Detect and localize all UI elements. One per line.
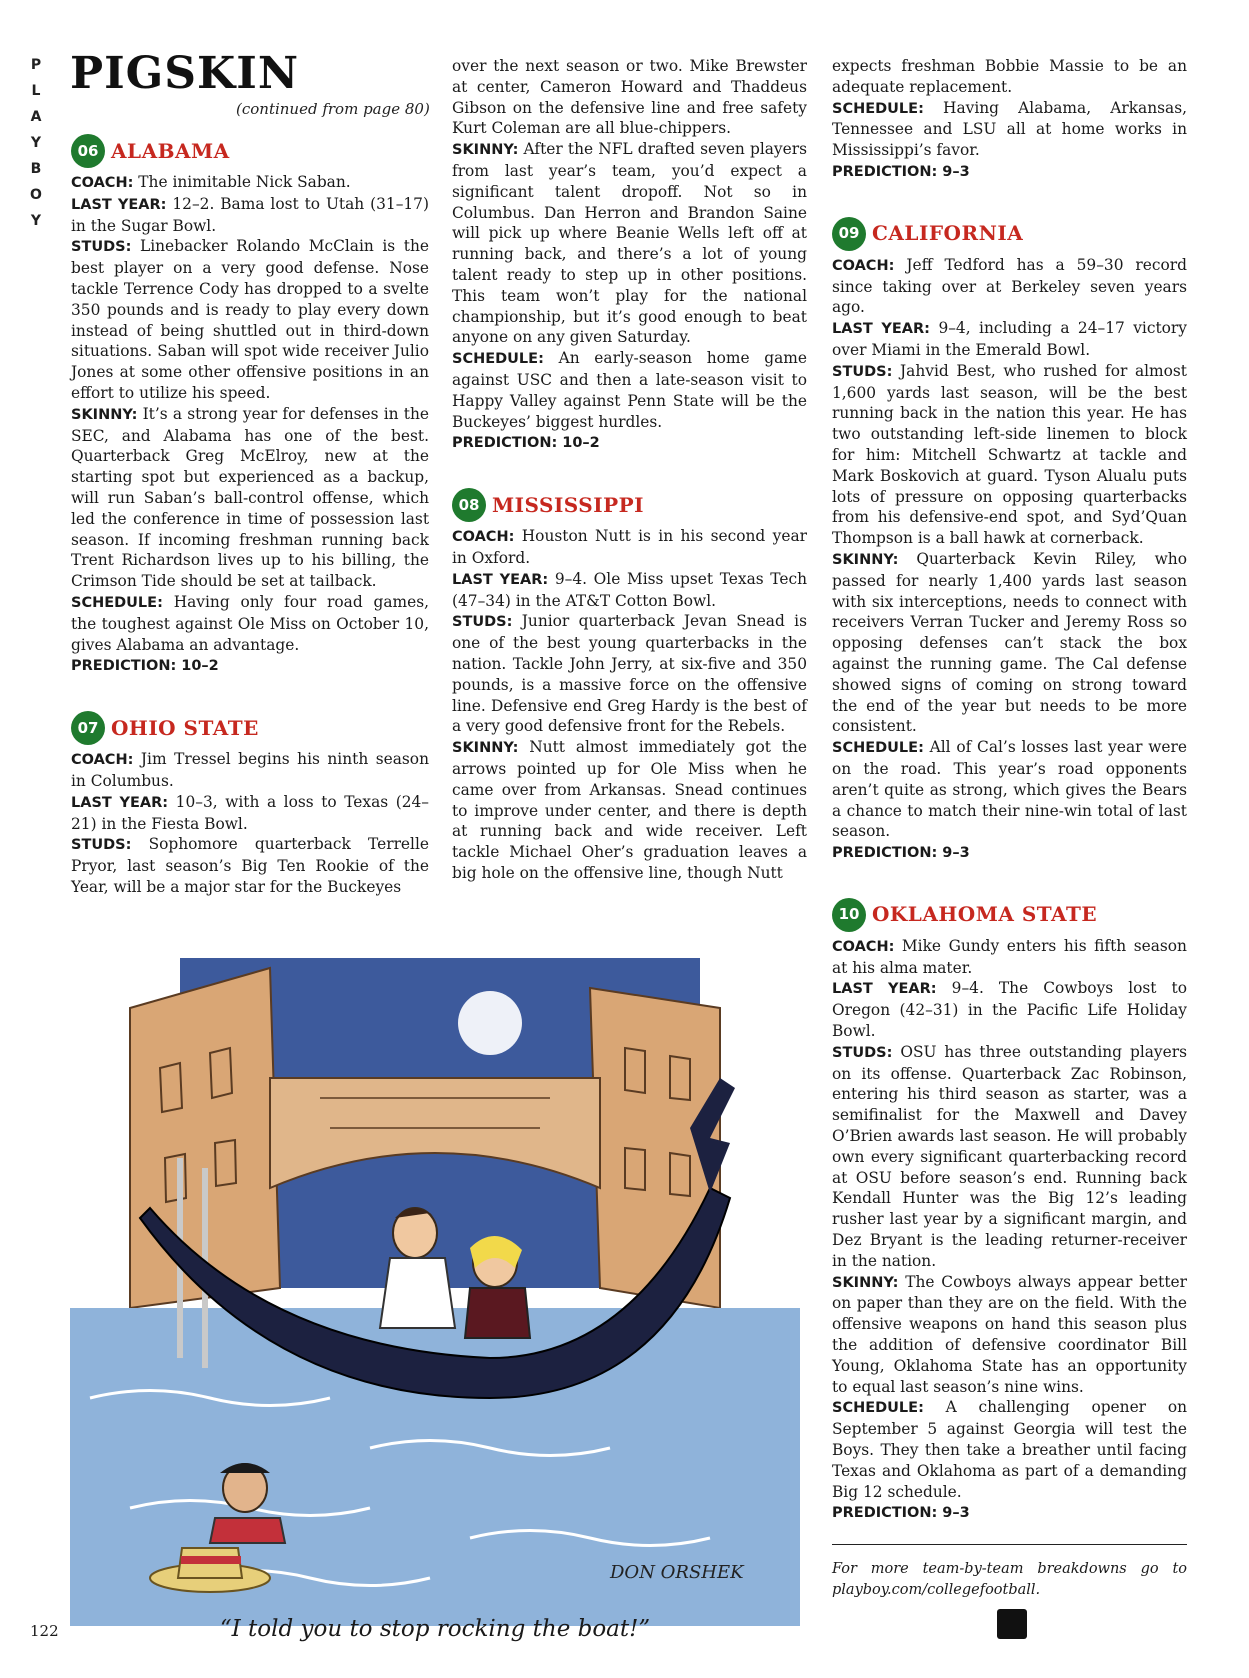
studs-entry: STUDS: Sophomore quarterback Terrelle Pryor, last season’s Big Ten Rookie of the Year, will be a major star for the Buckeyes [71, 835, 429, 896]
skinny-entry: SKINNY: Quarterback Kevin Riley, who passed for nearly 1,400 yards last season with six interceptions, needs to connect with receivers Verran Tucker and Jeremy Ross so opposing defenses can’t stack the box against the running game. The Cal defense showed signs of coming on strong toward the end of the year but needs to be more consistent. [832, 549, 1187, 736]
skinny-entry: SKINNY: The Cowboys always appear better on paper than they are on the field. With the offensive weapons on hand this season plus the addition of defensive coordinator Bill Young, Oklahoma State has an opportunity to equal last season’s nine wins. [832, 1272, 1187, 1396]
magazine-brand-vertical: P L A Y B O Y [30, 57, 42, 229]
team-header-mississippi [452, 488, 807, 522]
studs-entry: STUDS: Jahvid Best, who rushed for almost 1,600 yards last season, will be the best running back in the nation this year. He has two outstanding left-side linemen to block for him: Mitchell Schwartz at tackle and Mark Boskovich at guard. Tyson Alualu puts lots of pressure on opposing quarterbacks from his defensive-end spot, and Syd’Quan Thompson is a ball hawk at cornerback. [832, 361, 1187, 548]
prediction-entry: PREDICTION: 9–3 [832, 163, 970, 180]
swimmer-shirt [210, 1518, 285, 1543]
studs-continued: over the next season or two. Mike Brewster at center, Cameron Howard and Thaddeus Gibson on the defensive line and free safety Kurt Coleman are all blue-chippers. [452, 57, 807, 138]
rank-badge: 09 [832, 217, 866, 251]
team-header-ohio-state [71, 711, 429, 745]
schedule-entry: SCHEDULE: Having Alabama, Arkansas, Tennessee and LSU all at home works in Mississippi’s favor. [832, 98, 1187, 160]
team-name: MISSISSIPPI [492, 492, 645, 517]
schedule-entry: SCHEDULE: All of Cal’s losses last year were on the road. This year’s road opponents aren’t quite as strong, which gives the Bears a chance to match their nine-win total of last season. [832, 738, 1187, 841]
schedule-entry: SCHEDULE: An early-season home game against USC and then a late-season visit to Happy Valley against Penn State will be the Buckeyes’ biggest hurdles. [452, 349, 807, 431]
skinny-continued: expects freshman Bobbie Massie to be an adequate replacement. [832, 57, 1187, 96]
continued-note: (continued from page 80) [236, 100, 430, 118]
page-number: 122 [30, 1622, 59, 1640]
playboy-bunny-logo-icon [997, 1609, 1027, 1639]
coach-entry: COACH: Jeff Tedford has a 59–30 record since taking over at Berkeley seven years ago. [832, 255, 1187, 317]
last-year-entry: LAST YEAR: 9–4. Ole Miss upset Texas Tech (47–34) in the AT&T Cotton Bowl. [452, 569, 807, 610]
man-body [380, 1258, 455, 1328]
footer-note: For more team-by-team breakdowns go to playboy.com/collegefootball. [832, 1561, 1187, 1599]
team-name: OHIO STATE [111, 715, 259, 740]
rank-badge: 08 [452, 488, 486, 522]
team-name: OKLAHOMA STATE [872, 902, 1098, 927]
artist-signature: DON ORSHEK [610, 1562, 744, 1583]
rank-badge: 07 [71, 711, 105, 745]
schedule-entry: SCHEDULE: Having only four road games, the toughest against Ole Miss on October 10, gives Alabama an advantage. [71, 592, 429, 654]
prediction-entry: PREDICTION: 10–2 [71, 658, 219, 675]
skinny-entry: SKINNY: After the NFL drafted seven players from last year’s team, you’d expect a significant talent dropoff. Not so in Columbus. Dan Herron and Brandon Saine will pick up where Beanie Wells left off at running back, and there’s a lot of young talent ready to step up in other positions. This team won’t play for the national championship, but it’s good enough to beat anyone on any given Saturday. [452, 140, 807, 347]
prediction-entry: PREDICTION: 10–2 [452, 435, 600, 452]
last-year-entry: LAST YEAR: 9–4, including a 24–17 victory over Miami in the Emerald Bowl. [832, 319, 1187, 359]
team-header-california [832, 217, 1187, 251]
team-header-alabama [71, 134, 429, 168]
cartoon-caption: “I told you to stop rocking the boat!” [219, 1616, 651, 1642]
prediction-entry: PREDICTION: 9–3 [832, 845, 970, 862]
coach-entry: COACH: Mike Gundy enters his fifth season at his alma mater. [832, 936, 1187, 977]
studs-entry: STUDS: OSU has three outstanding players on its offense. Quarterback Zac Robinson, entering his third season as starter, was a semifinalist for the Maxwell and Davey O’Brien awards last season. He will probably own every significant quarterbacking record at OSU before season’s end. Running back Kendall Hunter was the Big 12’s leading rusher last year by a significant margin, and Dez Bryant is the leading returner-receiver in the nation. [832, 1042, 1187, 1270]
schedule-entry: SCHEDULE: A challenging opener on September 5 against Georgia will test the Boys. They then take a breather until facing Texas and Oklahoma as part of a demanding Big 12 schedule. [832, 1398, 1187, 1501]
studs-entry: STUDS: Junior quarterback Jevan Snead is one of the best young quarterbacks in the nation. Tackle John Jerry, at six-five and 350 pounds, is a massive force on the offensive line. Defensive end Greg Hardy is the best of a very good defensive front for the Rebels. [452, 612, 807, 736]
divider [832, 1544, 1187, 1545]
studs-entry: STUDS: Linebacker Rolando McClain is the best player on a very good defense. Nose tackle Terrence Cody has dropped to a svelte 350 pounds and is ready to play every down instead of being shuttled out in third-down situations. Saban will spot wide receiver Julio Jones at some other offensive positions in an effort to utilize his speed. [71, 237, 429, 402]
rank-badge: 06 [71, 134, 105, 168]
rank-badge: 10 [832, 898, 866, 932]
gondola-cartoon [70, 928, 800, 1626]
column-3 [832, 56, 1187, 1601]
coach-entry: COACH: Jim Tressel begins his ninth season in Columbus. [71, 750, 429, 790]
team-name: CALIFORNIA [872, 221, 1024, 246]
coach-entry: COACH: The inimitable Nick Saban. [71, 173, 351, 191]
skinny-entry: SKINNY: It’s a strong year for defenses in the SEC, and Alabama has one of the best. Quarterback Greg McElroy, new at the starting spot but experienced as a backup, will run Saban’s ball-control offense, which led the conference in time of possession last season. If incoming freshman running back Trent Richardson lives up to his billing, the Crimson Tide should be set at tailback. [71, 404, 429, 591]
skinny-entry: SKINNY: Nutt almost immediately got the arrows pointed up for Ole Miss when he came over from Arkansas. Snead continues to improve under center, and there is depth at running back and wide receiver. Left tackle Michael Oher’s graduation leaves a big hole on the offensive line, though Nutt [452, 738, 807, 882]
woman-body [465, 1288, 530, 1338]
team-name: ALABAMA [111, 138, 230, 163]
column-1 [71, 128, 429, 898]
last-year-entry: LAST YEAR: 9–4. The Cowboys lost to Oregon (42–31) in the Pacific Life Holiday Bowl. [832, 979, 1187, 1041]
moon [458, 991, 522, 1055]
team-header-oklahoma-state [832, 898, 1187, 932]
column-2 [452, 56, 807, 884]
article-title: PIGSKIN [70, 48, 300, 99]
coach-entry: COACH: Houston Nutt is in his second year in Oxford. [452, 527, 807, 567]
last-year-entry: LAST YEAR: 10–3, with a loss to Texas (24–21) in the Fiesta Bowl. [71, 792, 429, 833]
last-year-entry: LAST YEAR: 12–2. Bama lost to Utah (31–17) in the Sugar Bowl. [71, 194, 429, 235]
prediction-entry: PREDICTION: 9–3 [832, 1505, 970, 1522]
